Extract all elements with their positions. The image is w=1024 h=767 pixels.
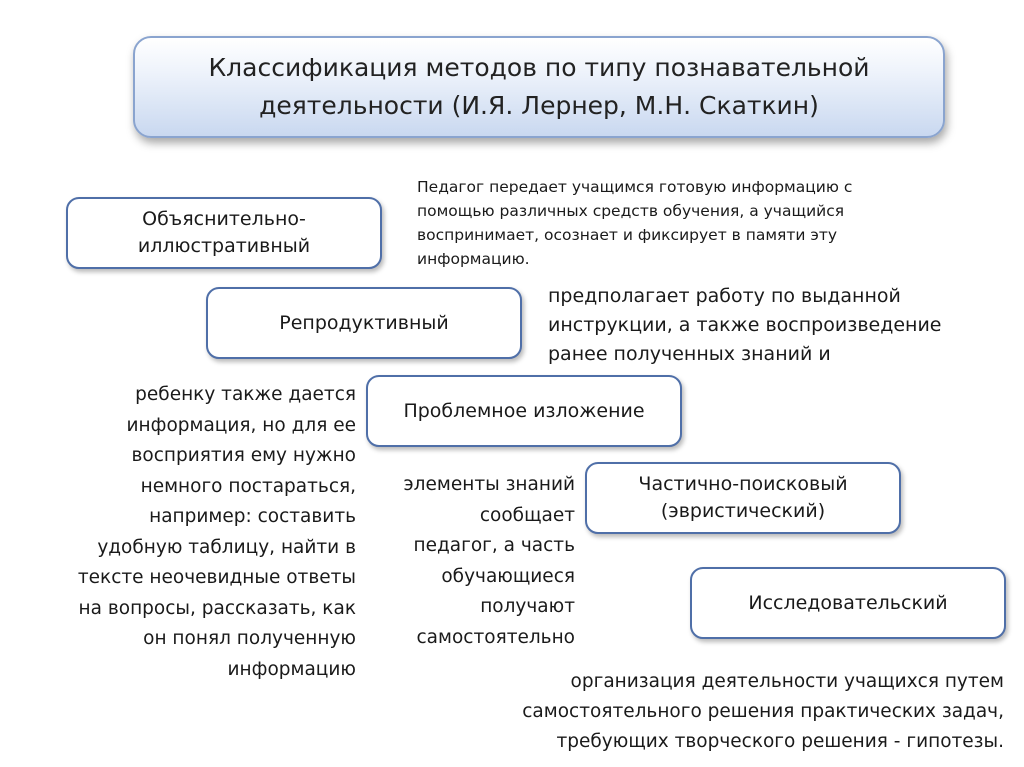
method-label: Объяснительно- иллюстративный [137, 208, 311, 257]
title-box [133, 36, 945, 138]
method-label: Репродуктивный [279, 311, 449, 334]
description-explanatory: Педагог передает учащимся готовую информацию с помощью различных средств обучения, а учащийся воспринимает, осознает и фиксирует в памяти эту информацию. [417, 178, 853, 268]
method-reproductive [206, 287, 522, 359]
method-explanatory-illustrative [66, 197, 382, 269]
method-research [690, 567, 1006, 639]
method-label: Исследовательский [748, 591, 948, 614]
method-label: Проблемное изложение [403, 399, 645, 422]
page-title: Классификация методов по типу познавательной деятельности (И.Я. Лернер, М.Н. Скаткин) [208, 53, 870, 120]
method-label: Частично-поисковый (эвристический) [638, 473, 848, 522]
description-reproductive: предполагает работу по выданной инструкции, а также воспроизведение ранее полученных знаний и [548, 285, 942, 365]
description-research: организация деятельности учащихся путем самостоятельного решения практических задач, требующих творческого решения - гипотезы. [522, 671, 1004, 752]
method-problem-presentation [366, 375, 682, 447]
method-partial-search [585, 462, 901, 534]
description-problem: ребенку также дается информация, но для ее восприятия ему нужно немного постараться, например: составить удобную таблицу, найти в тексте неочевидные ответы на вопросы, рассказать, как он понял полученную информацию [77, 384, 356, 680]
description-partial-search: элементы знаний сообщает педагог, а часть обучающиеся получают самостоятельно [403, 474, 575, 648]
